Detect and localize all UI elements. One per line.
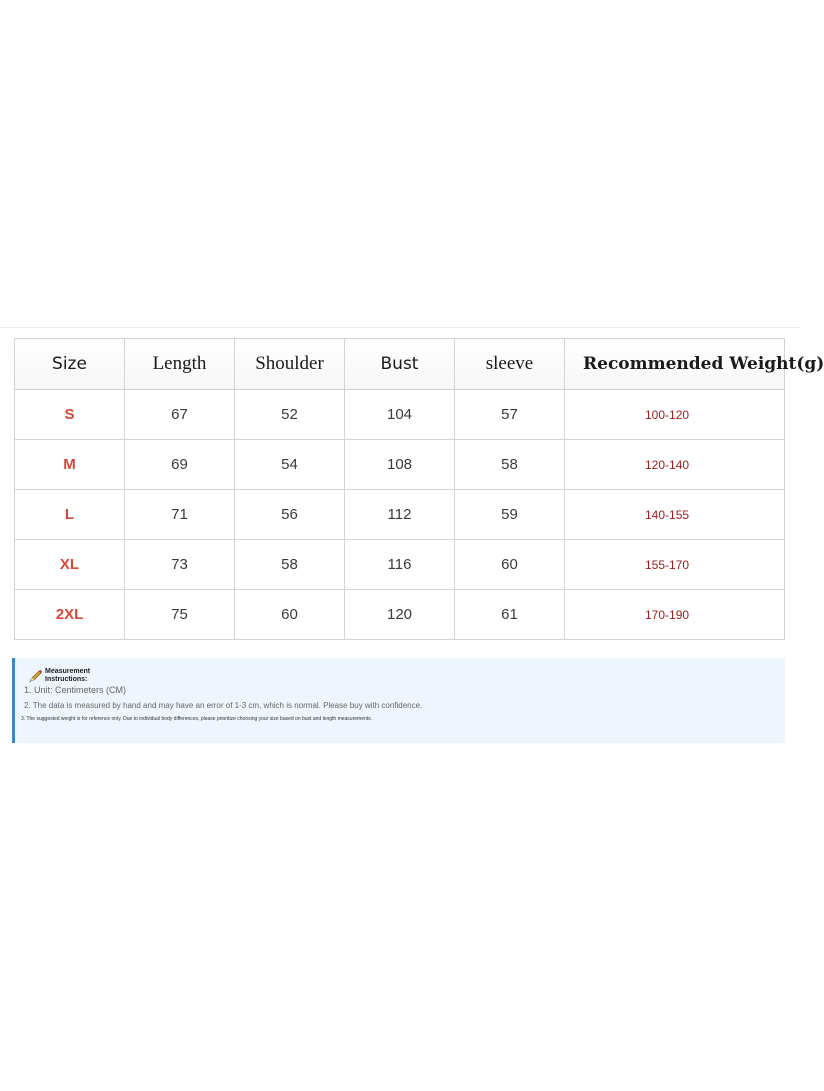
weight-cell: 155-170 bbox=[565, 540, 785, 590]
note-weight-reference: 3. The suggested weight is for reference only. Due to individual body differences, please prioritize choosing your size based on bust and length measurements. bbox=[21, 716, 373, 722]
table-row bbox=[15, 590, 785, 640]
length-cell: 69 bbox=[125, 440, 235, 490]
header-recommended-weight: Recommended Weight(g) bbox=[565, 339, 785, 390]
length-cell: 75 bbox=[125, 590, 235, 640]
header-shoulder: Shoulder bbox=[235, 339, 345, 390]
table-header-row bbox=[15, 339, 785, 390]
bust-cell: 108 bbox=[345, 440, 455, 490]
sleeve-cell: 57 bbox=[455, 390, 565, 440]
shoulder-cell: 58 bbox=[235, 540, 345, 590]
shoulder-cell: 60 bbox=[235, 590, 345, 640]
notes-header bbox=[29, 668, 95, 684]
note-measurement-error: 2. The data is measured by hand and may have an error of 1-3 cm, which is normal. Please buy with confidence. bbox=[24, 701, 423, 710]
weight-cell: 100-120 bbox=[565, 390, 785, 440]
header-size: Size bbox=[15, 339, 125, 390]
length-cell: 71 bbox=[125, 490, 235, 540]
size-chart-table bbox=[14, 338, 824, 640]
sleeve-cell: 58 bbox=[455, 440, 565, 490]
bust-cell: 120 bbox=[345, 590, 455, 640]
shoulder-cell: 56 bbox=[235, 490, 345, 540]
sleeve-cell: 61 bbox=[455, 590, 565, 640]
bust-cell: 104 bbox=[345, 390, 455, 440]
header-sleeve: sleeve bbox=[455, 339, 565, 390]
size-cell: 2XL bbox=[15, 590, 125, 640]
bust-cell: 116 bbox=[345, 540, 455, 590]
table-row bbox=[15, 440, 785, 490]
bust-cell: 112 bbox=[345, 490, 455, 540]
weight-cell: 140-155 bbox=[565, 490, 785, 540]
pencil-icon bbox=[29, 669, 43, 683]
size-cell: XL bbox=[15, 540, 125, 590]
table-row bbox=[15, 540, 785, 590]
length-cell: 67 bbox=[125, 390, 235, 440]
note-unit: 1. Unit: Centimeters (CM) bbox=[24, 685, 127, 695]
weight-cell: 120-140 bbox=[565, 440, 785, 490]
size-cell: S bbox=[15, 390, 125, 440]
header-length: Length bbox=[125, 339, 235, 390]
size-cell: M bbox=[15, 440, 125, 490]
header-bust: Bust bbox=[345, 339, 455, 390]
shoulder-cell: 52 bbox=[235, 390, 345, 440]
table-row bbox=[15, 390, 785, 440]
sleeve-cell: 59 bbox=[455, 490, 565, 540]
size-cell: L bbox=[15, 490, 125, 540]
divider bbox=[0, 327, 800, 328]
length-cell: 73 bbox=[125, 540, 235, 590]
weight-cell: 170-190 bbox=[565, 590, 785, 640]
measurement-instructions-box bbox=[12, 658, 785, 743]
table-row bbox=[15, 490, 785, 540]
notes-title: Measurement Instructions: bbox=[45, 668, 91, 683]
sleeve-cell: 60 bbox=[455, 540, 565, 590]
shoulder-cell: 54 bbox=[235, 440, 345, 490]
